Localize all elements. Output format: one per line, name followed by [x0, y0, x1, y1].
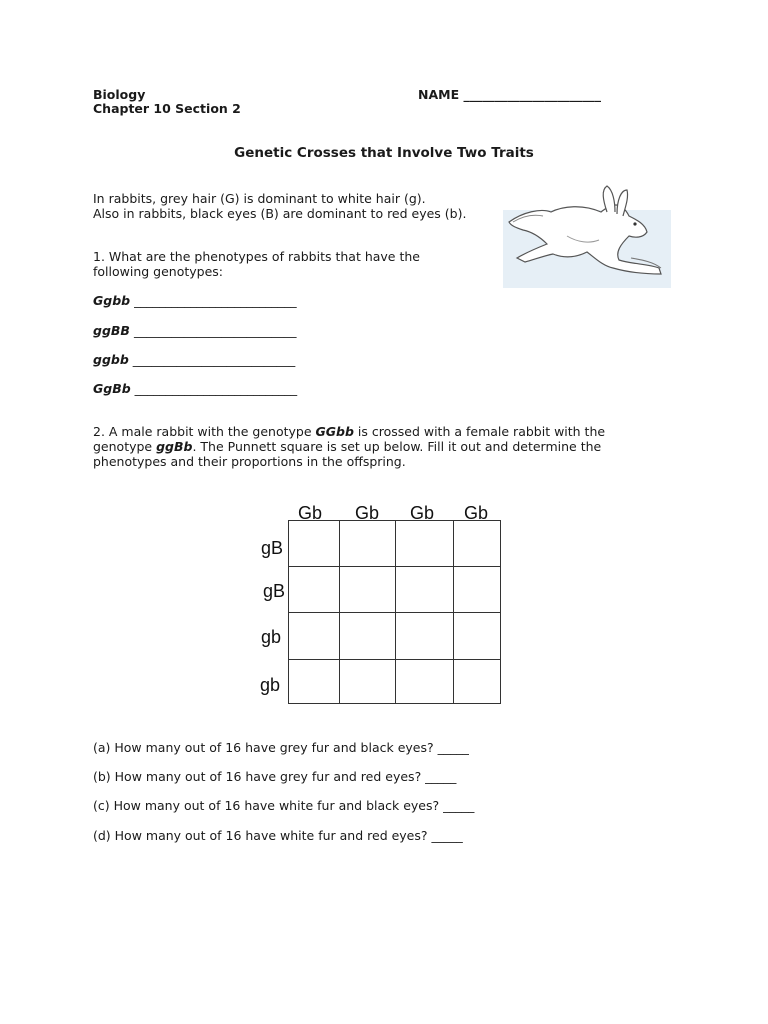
intro-text — [93, 191, 466, 221]
page-title: Genetic Crosses that Involve Two Traits — [234, 145, 534, 161]
subject-label: Biology — [93, 87, 146, 102]
genotype-label: ggBB — [93, 323, 130, 338]
punnett-cell[interactable] — [288, 520, 340, 567]
intro-line-2: Also in rabbits, black eyes (B) are dominant to red eyes (b). — [93, 206, 467, 221]
question-2-prompt — [93, 424, 733, 469]
genotype-item — [93, 352, 295, 367]
chapter-label: Chapter 10 Section 2 — [93, 101, 241, 116]
question-1-line-1: 1. What are the phenotypes of rabbits that have the — [93, 249, 420, 264]
answer-blank[interactable]: __________________________ — [134, 381, 298, 396]
question-a[interactable]: (a) How many out of 16 have grey fur and black eyes? _____ — [93, 740, 469, 755]
question-c[interactable]: (c) How many out of 16 have white fur and black eyes? _____ — [93, 798, 475, 813]
question-2-line-1: 2. A male rabbit with the genotype GGbb is crossed with a female rabbit with the — [93, 424, 606, 439]
question-d[interactable]: (d) How many out of 16 have white fur and red eyes? _____ — [93, 828, 463, 843]
punnett-cell[interactable] — [339, 659, 396, 704]
punnett-cell[interactable] — [395, 520, 454, 567]
question-2-line-3: phenotypes and their proportions in the offspring. — [93, 454, 406, 469]
punnett-cell[interactable] — [453, 612, 501, 660]
intro-line-1: In rabbits, grey hair (G) is dominant to white hair (g). — [93, 191, 426, 206]
punnett-cell[interactable] — [288, 612, 340, 660]
row-header: gB — [263, 581, 286, 601]
question-2-line-2: genotype ggBb. The Punnett square is set up below. Fill it out and determine the — [93, 439, 602, 454]
punnett-cell[interactable] — [288, 566, 340, 613]
question-1-line-2: following genotypes: — [93, 264, 224, 279]
genotype-label: ggbb — [93, 352, 129, 367]
punnett-cell[interactable] — [288, 659, 340, 704]
genotype-item — [93, 381, 297, 396]
punnett-cell[interactable] — [339, 566, 396, 613]
punnett-cell[interactable] — [395, 566, 454, 613]
genotype-label: GgBb — [93, 381, 131, 396]
punnett-cell[interactable] — [339, 520, 396, 567]
column-header: Gb — [410, 503, 435, 523]
answer-blank[interactable]: __________________________ — [134, 293, 297, 308]
column-header: Gb — [298, 503, 323, 523]
column-header: Gb — [355, 503, 380, 523]
punnett-cell[interactable] — [395, 659, 454, 704]
genotype-item — [93, 323, 296, 338]
punnett-cell[interactable] — [453, 520, 501, 567]
column-header: Gb — [464, 503, 489, 523]
jumping-hare-icon — [503, 182, 671, 288]
punnett-cell[interactable] — [395, 612, 454, 660]
punnett-cell[interactable] — [339, 612, 396, 660]
row-header: gB — [261, 538, 284, 558]
name-field[interactable]: NAME ______________________ — [418, 87, 601, 102]
question-b[interactable]: (b) How many out of 16 have grey fur and red eyes? _____ — [93, 769, 457, 784]
punnett-cell[interactable] — [453, 566, 501, 613]
genotype-label: Ggbb — [93, 293, 131, 308]
row-header: gb — [260, 675, 281, 695]
genotype-item — [93, 293, 297, 308]
punnett-cell[interactable] — [453, 659, 501, 704]
question-1-prompt — [93, 249, 420, 279]
answer-blank[interactable]: __________________________ — [133, 323, 297, 338]
row-header: gb — [261, 627, 282, 647]
answer-blank[interactable]: __________________________ — [132, 352, 296, 367]
